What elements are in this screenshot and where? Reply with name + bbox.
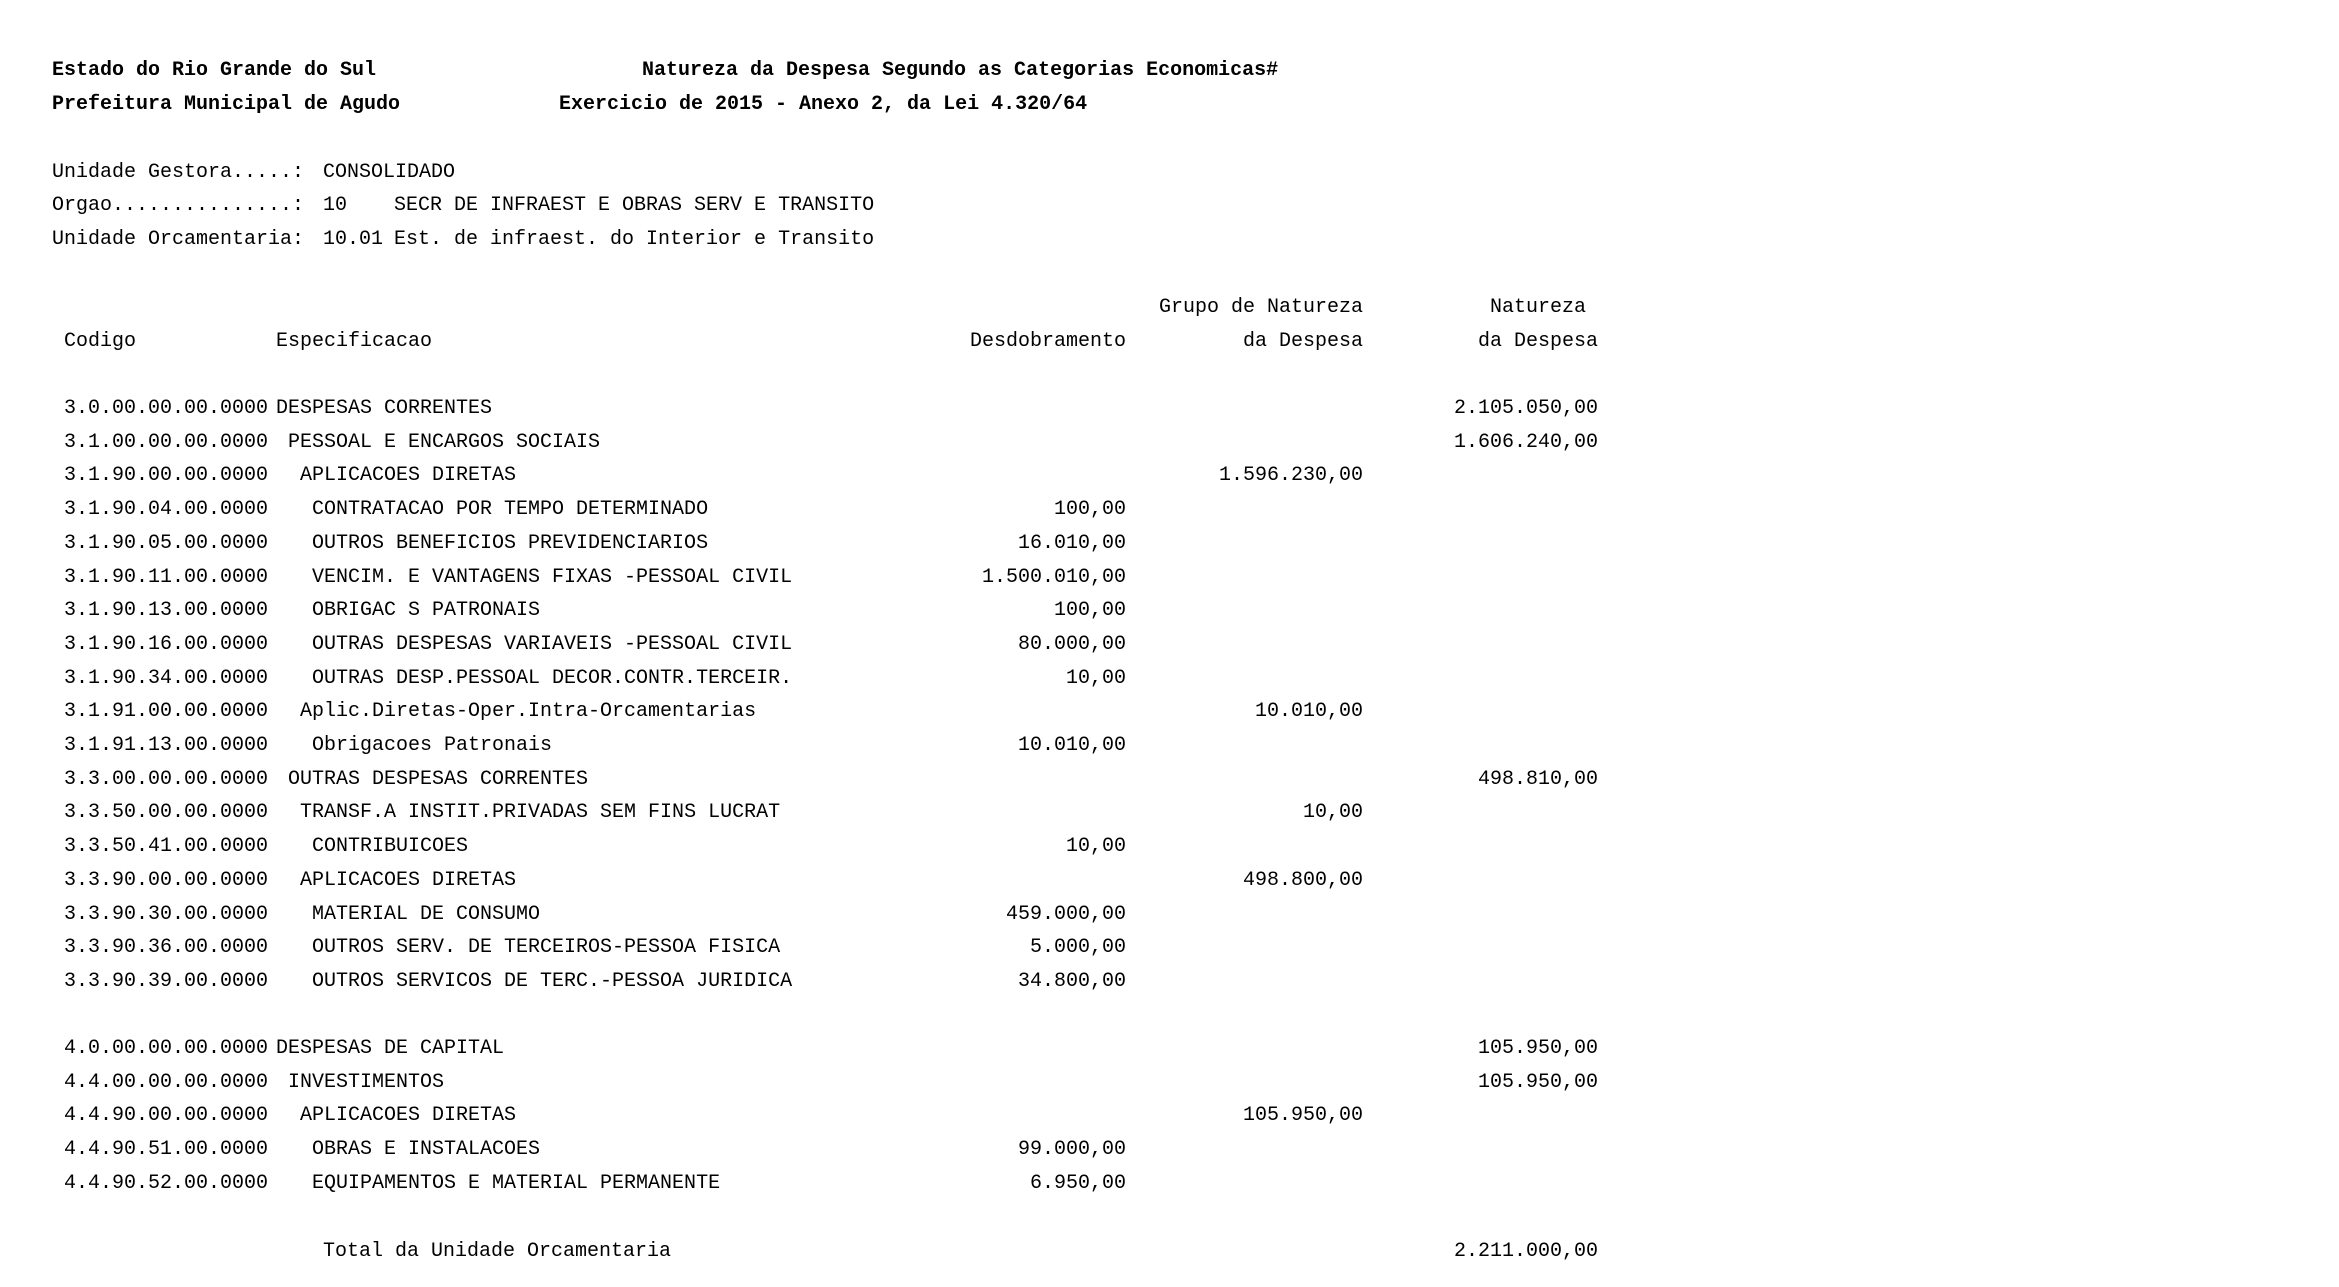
row-spec: OUTROS SERV. DE TERCEIROS-PESSOA FISICA [312,936,781,959]
row-code: 4.4.00.00.00.0000 [64,1071,269,1094]
row-grupo: 1.596.230,00 [1218,464,1363,487]
unidade-gestora-label: Unidade Gestora.....: [52,161,305,184]
row-code: 3.1.90.13.00.0000 [64,599,269,622]
row-spec: OUTRAS DESPESAS CORRENTES [288,768,589,791]
col-grupo-header-line1: Grupo de Natureza [1158,296,1363,319]
orgao-label: Orgao...............: [52,194,305,217]
orgao-value: SECR DE INFRAEST E OBRAS SERV E TRANSITO [394,194,875,217]
col-grupo-header-line2: da Despesa [1242,330,1363,353]
state-name: Estado do Rio Grande do Sul [52,59,377,82]
unidade-orcamentaria-value: Est. de infraest. do Interior e Transito [394,228,875,251]
row-code: 3.3.90.00.00.0000 [64,869,269,892]
col-especificacao-header: Especificacao [276,330,433,353]
row-spec: OUTRAS DESP.PESSOAL DECOR.CONTR.TERCEIR. [312,667,793,690]
row-spec: VENCIM. E VANTAGENS FIXAS -PESSOAL CIVIL [312,566,793,589]
col-natureza-header-line1: Natureza [1489,296,1586,319]
row-spec: APLICACOES DIRETAS [300,869,517,892]
row-code: 3.1.90.16.00.0000 [64,633,269,656]
row-spec: DESPESAS CORRENTES [276,397,493,420]
row-code: 3.3.90.36.00.0000 [64,936,269,959]
row-desdobramento: 100,00 [1053,599,1126,622]
row-desdobramento: 100,00 [1053,498,1126,521]
row-grupo: 10,00 [1302,801,1363,824]
orgao-code: 10 [323,194,348,217]
row-desdobramento: 5.000,00 [1029,936,1126,959]
row-code: 4.4.90.51.00.0000 [64,1138,269,1161]
row-code: 3.1.91.13.00.0000 [64,734,269,757]
row-natureza: 498.810,00 [1477,768,1598,791]
row-spec: INVESTIMENTOS [288,1071,445,1094]
row-spec: Aplic.Diretas-Oper.Intra-Orcamentarias [300,700,757,723]
row-spec: EQUIPAMENTOS E MATERIAL PERMANENTE [312,1172,721,1195]
row-desdobramento: 99.000,00 [1017,1138,1126,1161]
row-spec: OUTROS SERVICOS DE TERC.-PESSOA JURIDICA [312,970,793,993]
row-natureza: 2.105.050,00 [1453,397,1598,420]
row-natureza: 105.950,00 [1477,1037,1598,1060]
row-desdobramento: 34.800,00 [1017,970,1126,993]
row-grupo: 105.950,00 [1242,1104,1363,1127]
row-code: 3.3.00.00.00.0000 [64,768,269,791]
col-desdobramento-header: Desdobramento [969,330,1126,353]
row-code: 3.1.91.00.00.0000 [64,700,269,723]
report-title: Natureza da Despesa Segundo as Categorias Economicas# [642,59,1279,82]
unidade-gestora-value: CONSOLIDADO [323,161,456,184]
row-grupo: 10.010,00 [1254,700,1363,723]
row-spec: APLICACOES DIRETAS [300,1104,517,1127]
total-label: Total da Unidade Orcamentaria [323,1240,672,1263]
row-spec: MATERIAL DE CONSUMO [312,903,541,926]
row-desdobramento: 16.010,00 [1017,532,1126,555]
row-desdobramento: 10,00 [1065,667,1126,690]
row-spec: OUTRAS DESPESAS VARIAVEIS -PESSOAL CIVIL [312,633,793,656]
report-subtitle: Exercicio de 2015 - Anexo 2, da Lei 4.320/64 [559,93,1088,116]
row-code: 3.1.00.00.00.0000 [64,431,269,454]
row-spec: DESPESAS DE CAPITAL [276,1037,505,1060]
row-code: 3.3.90.30.00.0000 [64,903,269,926]
row-code: 3.1.90.11.00.0000 [64,566,269,589]
row-code: 3.1.90.04.00.0000 [64,498,269,521]
row-spec: TRANSF.A INSTIT.PRIVADAS SEM FINS LUCRAT [300,801,781,824]
row-code: 4.0.00.00.00.0000 [64,1037,269,1060]
col-natureza-header-line2: da Despesa [1477,330,1598,353]
row-spec: OBRIGAC S PATRONAIS [312,599,541,622]
row-natureza: 1.606.240,00 [1453,431,1598,454]
row-desdobramento: 6.950,00 [1029,1172,1126,1195]
row-spec: CONTRIBUICOES [312,835,469,858]
row-code: 3.3.90.39.00.0000 [64,970,269,993]
total-value: 2.211.000,00 [1453,1240,1598,1263]
row-grupo: 498.800,00 [1242,869,1363,892]
row-code: 4.4.90.52.00.0000 [64,1172,269,1195]
municipality-name: Prefeitura Municipal de Agudo [52,93,401,116]
row-spec: Obrigacoes Patronais [312,734,553,757]
row-spec: OUTROS BENEFICIOS PREVIDENCIARIOS [312,532,709,555]
row-desdobramento: 80.000,00 [1017,633,1126,656]
row-code: 4.4.90.00.00.0000 [64,1104,269,1127]
row-desdobramento: 1.500.010,00 [981,566,1126,589]
row-spec: PESSOAL E ENCARGOS SOCIAIS [288,431,601,454]
row-code: 3.1.90.00.00.0000 [64,464,269,487]
row-code: 3.1.90.34.00.0000 [64,667,269,690]
row-desdobramento: 10,00 [1065,835,1126,858]
unidade-orcamentaria-label: Unidade Orcamentaria: [52,228,305,251]
row-code: 3.3.50.41.00.0000 [64,835,269,858]
row-spec: CONTRATACAO POR TEMPO DETERMINADO [312,498,709,521]
row-spec: APLICACOES DIRETAS [300,464,517,487]
row-code: 3.1.90.05.00.0000 [64,532,269,555]
row-code: 3.3.50.00.00.0000 [64,801,269,824]
unidade-orcamentaria-code: 10.01 [323,228,384,251]
row-code: 3.0.00.00.00.0000 [64,397,269,420]
col-codigo-header: Codigo [64,330,137,353]
row-spec: OBRAS E INSTALACOES [312,1138,541,1161]
row-desdobramento: 459.000,00 [1005,903,1126,926]
row-natureza: 105.950,00 [1477,1071,1598,1094]
row-desdobramento: 10.010,00 [1017,734,1126,757]
